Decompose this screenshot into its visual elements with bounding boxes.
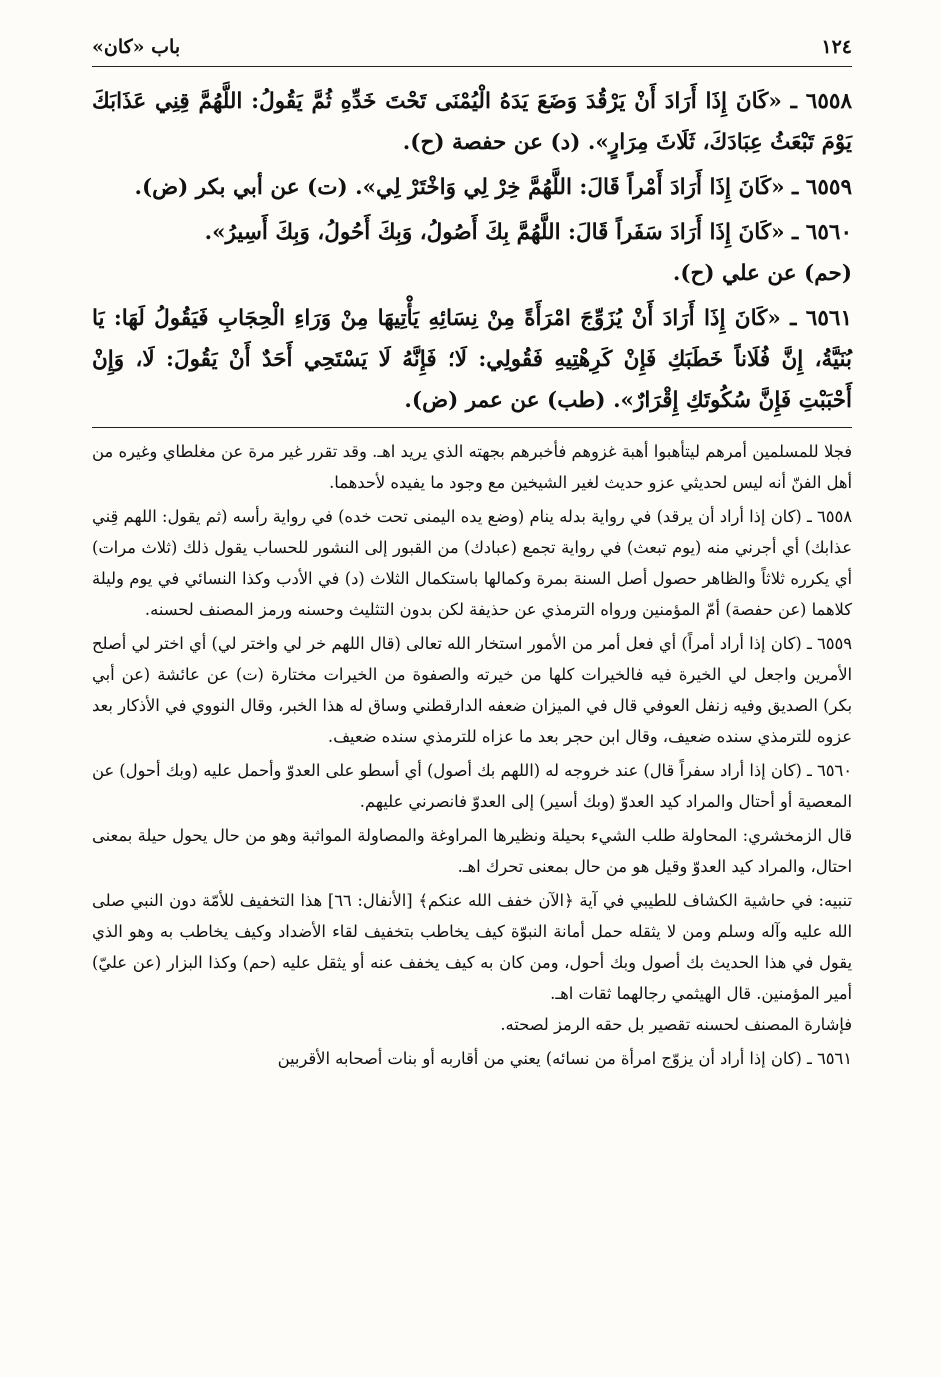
commentary-6560: ٦٥٦٠ ـ (كان إذا أراد سفراً قال) عند خروجه له (اللهم بك أصول) أي أسطو على العدوّ وأحمل عليه (وبك أحول) عن المعصية أو أحتال والمراد كيد العدوّ (وبك أسير) إلى العدوّ فانصرني عليهم.	[92, 761, 852, 811]
hadith-6560-source: (حم) عن علي (ح).	[672, 261, 852, 286]
commentary	[92, 436, 852, 1074]
commentary-6561: ٦٥٦١ ـ (كان إذا أراد أن يزوّج امرأة من نسائه) يعني من أقاربه أو بنات أصحابه الأقربين	[277, 1049, 852, 1068]
hadith-6559: ٦٥٥٩ ـ «كَانَ إِذَا أَرَادَ أَمْراً قَالَ: اللَّهُمَّ خِرْ لِي وَاخْتَرْ لِي». (ت) عن أبي بكر (ض).	[134, 175, 852, 200]
book-page	[92, 30, 852, 1340]
commentary-6559: ٦٥٥٩ ـ (كان إذا أراد أمراً) أي فعل أمر من الأمور استخار الله تعالى (قال اللهم خر لي واختر لي) أي اختر لي أصلح الأمرين واجعل لي الخيرة فيه فالخيرات كلها من خيرته والصفوة من الخيرات مختارة (ت) عن عائشة (عن أبي بكر) الصديق وفيه زنفل العوفي قال في الميزان ضعفه الدارقطني وساق له هذا الخبر، وقال النووي في الأذكار بعد عزوه للترمذي سنده ضعيف، وقال ابن حجر بعد ما عزاه للترمذي سنده ضعيف.	[92, 634, 852, 746]
hadith-6561: ٦٥٦١ ـ «كَانَ إِذَا أَرَادَ أَنْ يُزَوِّجَ امْرَأَةً مِنْ نِسَائِهِ يَأْتِيهَا مِنْ وَرَاءِ الْحِجَابِ فَيَقُولُ لَهَا: يَا بُنَيَّةُ، إِنَّ فُلَاناً خَطَبَكِ فَإِنْ كَرِهْتِيهِ فَقُولِي: لَا؛ فَإِنَّهُ لَا يَسْتَحِي أَحَدٌ أَنْ يَقُولَ: لَا، وَإِنْ أَحْبَبْتِ فَإِنَّ سُكُوتَكِ إِقْرَارٌ». (طب) عن عمر (ض).	[92, 306, 852, 413]
chapter-title: باب «كان»	[92, 36, 181, 58]
commentary-note-end: فإشارة المصنف لحسنه تقصير بل حقه الرمز لصحته.	[500, 1015, 852, 1034]
commentary-6558: ٦٥٥٨ ـ (كان إذا أراد أن يرقد) في رواية بدله ينام (وضع يده اليمنى تحت خده) في رواية رأسه (ثم يقول: اللهم قِني عذابك) أي أجرني منه (يوم تبعث) في رواية تجمع (عبادك) من القبور إلى النشور للحساب يقول ذلك (ثلاث مرات) أي يكرره ثلاثاً والظاهر حصول أصل السنة بمرة وكمالها باستكمال الثلاث (د) في الأدب وكذا النسائي في يوم وليلة كلاهما (عن حفصة) أمّ المؤمنين ورواه الترمذي عن حذيفة لكن بدون التثليث وحسنه ورمز المصنف لحسنه.	[92, 507, 852, 619]
hadith-text	[92, 81, 852, 421]
commentary-continuation: فجلا للمسلمين أمرهم ليتأهبوا أهبة غزوهم فأخبرهم بجهته الذي يريد اهـ. وقد تقرر غير مرة عن مغلطاي وغيره من أهل الفنّ أنه ليس لحديثي عزو حديث لغير الشيخين مع وجود ما يفيده لأحدهما.	[92, 442, 852, 492]
commentary-note: تنبيه: في حاشية الكشاف للطيبي في آية ﴿الآن خفف الله عنكم﴾ [الأنفال: ٦٦] هذا التخفيف للأمّة دون النبي صلى الله عليه وآله وسلم ومن لا يثقله حمل أمانة النبوّة كيف يخاطب بتخفيف لقاء الأضداد وكيف يخاطب به وهو الذي يقول في هذا الحديث بك أصول وبك أحول، ومن كان به كيف يخفف عنه أو يثقل عليه (حم) وكذا البزار (عن عليّ) أمير المؤمنين. قال الهيثمي رجالهما ثقات اهـ.	[92, 891, 852, 1003]
commentary-zamakhshari: قال الزمخشري: المحاولة طلب الشيء بحيلة ونظيرها المراوغة والمصاولة المواثبة وهو من حال يحول حيلة بمعنى احتال، والمراد كيد العدوّ وقيل هو من حال بمعنى تحرك اهـ.	[92, 826, 852, 876]
page-number: ١٢٤	[821, 36, 852, 58]
hadith-6560: ٦٥٦٠ ـ «كَانَ إِذَا أَرَادَ سَفَراً قَالَ: اللَّهُمَّ بِكَ أَصُولُ، وَبِكَ أَحُولُ، وَبِكَ أَسِيرُ».	[204, 220, 852, 245]
footnote-separator	[92, 427, 852, 428]
page-header	[92, 30, 852, 67]
hadith-6558: ٦٥٥٨ ـ «كَانَ إِذَا أَرَادَ أَنْ يَرْقُدَ وَضَعَ يَدَهُ الْيُمْنَى تَحْتَ خَدِّهِ ثُمَّ يَقُولُ: اللَّهُمَّ قِنِي عَذَابَكَ يَوْمَ تَبْعَثُ عِبَادَكَ، ثَلَاثَ مِرَارٍ». (د) عن حفصة (ح).	[92, 89, 852, 155]
